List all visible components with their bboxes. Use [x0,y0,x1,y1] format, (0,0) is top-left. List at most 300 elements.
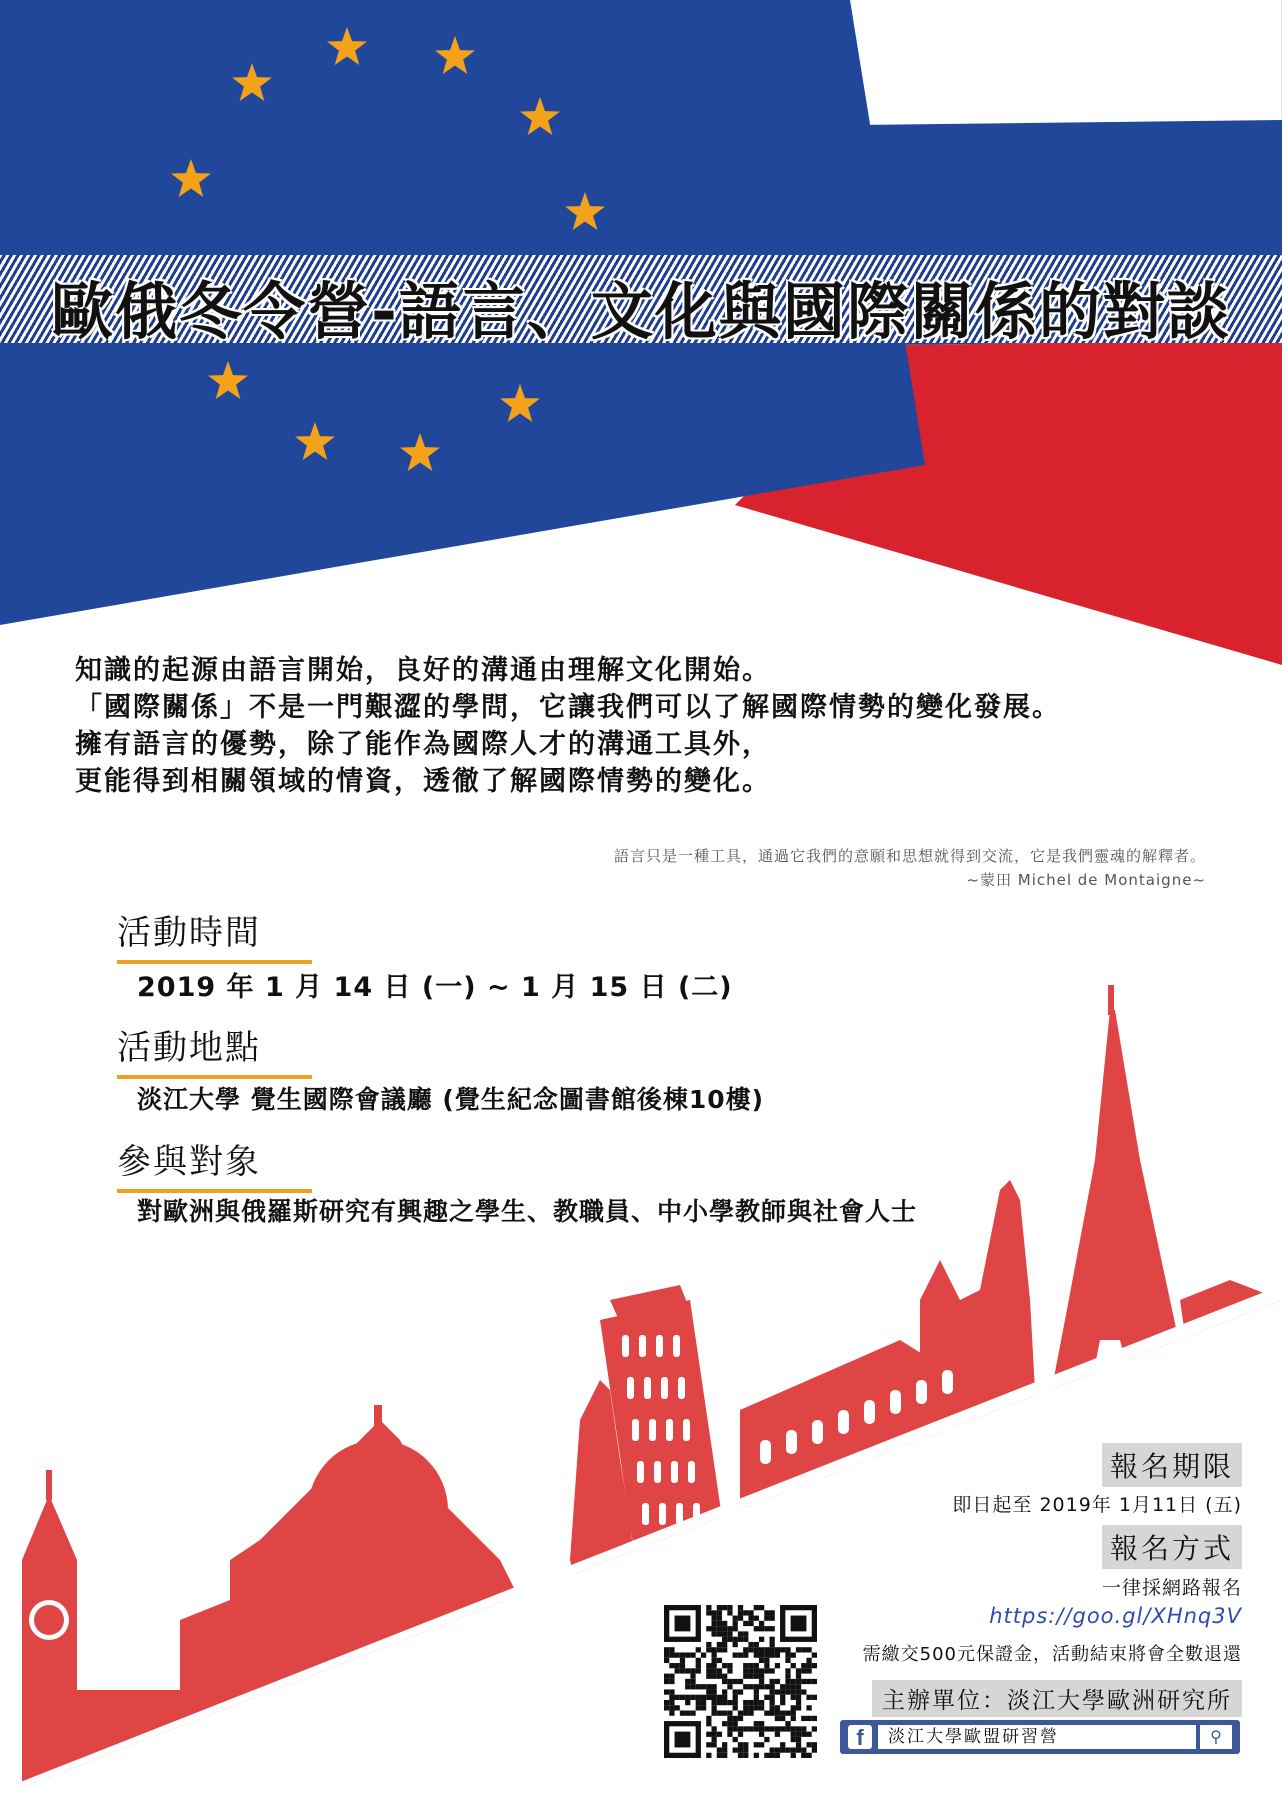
qr-module [806,1668,811,1673]
method-value: 一律採網路報名 [1101,1577,1242,1599]
qr-module [664,1652,669,1657]
qr-module [717,1668,722,1673]
qr-module [675,1616,691,1632]
qr-module [759,1637,764,1642]
qr-module [743,1637,748,1642]
qr-module [664,1658,669,1663]
qr-module [722,1711,727,1716]
facebook-icon[interactable]: f [848,1725,872,1749]
qr-module [690,1679,695,1684]
qr-module [775,1753,780,1758]
qr-module [722,1700,727,1705]
qr-module [775,1647,780,1652]
qr-module [664,1674,669,1679]
qr-module [759,1621,764,1626]
qr-module [711,1695,716,1700]
qr-module [791,1747,796,1752]
qr-module [706,1605,711,1610]
qr-module [764,1753,769,1758]
qr-module [796,1684,801,1689]
arch-window [786,1482,797,1506]
qr-module [717,1631,722,1636]
qr-module [743,1711,748,1716]
qr-module [785,1668,790,1673]
qr-module [696,1684,701,1689]
audience-value: 對歐洲與俄羅斯研究有興趣之學生、教職員、中小學教師與社會人士 [137,1197,918,1226]
qr-module [727,1631,732,1636]
qr-module [675,1705,680,1710]
qr-module [785,1674,790,1679]
qr-module [690,1652,695,1657]
qr-module [759,1705,764,1710]
qr-module [775,1726,780,1731]
qr-module [791,1716,796,1721]
tower-window [652,1587,659,1609]
qr-module [706,1668,711,1673]
tower-window [693,1503,700,1525]
qr-module [759,1658,764,1663]
qr-module [706,1684,711,1689]
arch-window [786,1534,797,1558]
qr-module [685,1652,690,1657]
qr-module [664,1679,669,1684]
tower-window [654,1461,661,1483]
qr-module [706,1689,711,1694]
qr-module [722,1605,727,1610]
qr-module [748,1621,753,1626]
qr-module [748,1610,753,1615]
qr-module [770,1689,775,1694]
qr-module [785,1658,790,1663]
qr-module [770,1610,775,1615]
qr-module [685,1711,690,1716]
qr-module [775,1652,780,1657]
qr-module [743,1753,748,1758]
qr-module [733,1679,738,1684]
qr-module [733,1705,738,1710]
qr-module [738,1605,743,1610]
qr-module [754,1616,759,1621]
qr-module [669,1700,674,1705]
qr-module [754,1674,759,1679]
qr-module [738,1742,743,1747]
arch-window [890,1442,901,1466]
qr-module [801,1747,806,1752]
qr-module [711,1684,716,1689]
qr-module [812,1652,817,1657]
qr-module [706,1753,711,1758]
qr-module [696,1658,701,1663]
qr-module [711,1616,716,1621]
qr-module [733,1652,738,1657]
qr-module [685,1695,690,1700]
qr-module [743,1742,748,1747]
arch-window [760,1440,771,1464]
registration-link[interactable]: https://goo.gl/XHnq3V [989,1604,1242,1628]
qr-module [733,1616,738,1621]
qr-module [727,1605,732,1610]
qr-module [780,1695,785,1700]
qr-module [791,1711,796,1716]
qr-module [717,1642,722,1647]
qr-module [738,1716,743,1721]
qr-module [764,1726,769,1731]
arch-window [864,1504,875,1528]
qr-module [738,1679,743,1684]
quote [614,844,1206,892]
qr-module [669,1652,674,1657]
arch-window [942,1474,953,1498]
intro-text [75,652,1225,800]
qr-module [770,1637,775,1642]
qr-module [706,1732,711,1737]
qr-module [754,1663,759,1668]
qr-module [791,1684,796,1689]
qr-module [733,1700,738,1705]
qr-module [680,1668,685,1673]
qr-module [717,1658,722,1663]
qr-module [775,1747,780,1752]
qr-module [764,1616,769,1621]
qr-module [806,1753,811,1758]
tower-window [664,1545,671,1567]
qr-module [780,1742,785,1747]
qr-module [785,1647,790,1652]
qr-module [733,1747,738,1752]
qr-module [706,1610,711,1615]
qr-module [764,1610,769,1615]
qr-module [743,1652,748,1657]
qr-module [733,1737,738,1742]
qr-module [775,1689,780,1694]
qr-module [711,1652,716,1657]
arch-window [942,1422,953,1446]
qr-module [806,1658,811,1663]
qr-module [812,1747,817,1752]
qr-module [717,1616,722,1621]
qr-module [701,1684,706,1689]
qr-module [801,1668,806,1673]
qr-module [727,1626,732,1631]
qr-module [812,1726,817,1731]
qr-module [701,1700,706,1705]
qr-module [690,1711,695,1716]
qr-module [801,1679,806,1684]
qr-module [806,1732,811,1737]
qr-module [690,1674,695,1679]
qr-module [669,1679,674,1684]
qr-module [791,1652,796,1657]
qr-module [791,1726,796,1731]
arch-window [812,1420,823,1444]
tower-window [649,1419,656,1441]
qr-module [775,1716,780,1721]
qr-module [690,1684,695,1689]
qr-module [754,1647,759,1652]
qr-module [748,1705,753,1710]
qr-module [717,1626,722,1631]
qr-module [743,1747,748,1752]
qr-module [743,1621,748,1626]
qr-module [764,1668,769,1673]
qr-module [785,1721,790,1726]
tower-window [639,1335,646,1357]
qr-module [711,1610,716,1615]
qr-module [717,1700,722,1705]
qr-module [812,1695,817,1700]
qr-module [785,1684,790,1689]
qr-module [722,1637,727,1642]
qr-module [754,1668,759,1673]
arch-window [864,1400,875,1424]
qr-module [785,1711,790,1716]
facebook-page-name[interactable]: 淡江大學歐盟研習營 [878,1725,1196,1749]
qr-module [796,1674,801,1679]
qr-module [748,1711,753,1716]
qr-module [764,1737,769,1742]
qr-module [675,1668,680,1673]
qr-module [754,1652,759,1657]
qr-module [806,1705,811,1710]
qr-module [706,1642,711,1647]
qr-module [706,1695,711,1700]
qr-module [733,1626,738,1631]
qr-module [780,1647,785,1652]
qr-module [796,1695,801,1700]
qr-module [717,1711,722,1716]
qr-module [770,1753,775,1758]
arch-window [916,1432,927,1456]
qr-module [743,1705,748,1710]
arch-window [916,1484,927,1508]
qr-module [711,1668,716,1673]
qr-module [770,1705,775,1710]
place-heading: 活動地點 [117,1020,267,1073]
qr-module [669,1647,674,1652]
qr-module [711,1674,716,1679]
qr-module [727,1721,732,1726]
qr-module [748,1668,753,1673]
qr-module [791,1737,796,1742]
tower-window [673,1335,680,1357]
qr-module [722,1695,727,1700]
qr-module [738,1747,743,1752]
qr-module [738,1631,743,1636]
qr-module [717,1753,722,1758]
qr-module [696,1668,701,1673]
qr-module [748,1684,753,1689]
qr-module [733,1637,738,1642]
qr-module [711,1742,716,1747]
qr-module [759,1652,764,1657]
qr-module [791,1663,796,1668]
qr-module [664,1647,669,1652]
qr-module [696,1663,701,1668]
quote-text: 語言只是一種工具，通過它我們的意願和思想就得到交流，它是我們靈魂的解釋者。 [613,847,1206,865]
facebook-bar[interactable] [840,1720,1240,1754]
qr-module [748,1642,753,1647]
qr-module [775,1711,780,1716]
qr-module [754,1705,759,1710]
qr-module [796,1737,801,1742]
qr-module [711,1663,716,1668]
tower-window [637,1461,644,1483]
qr-module [733,1621,738,1626]
qr-module [770,1679,775,1684]
qr-module [738,1726,743,1731]
qr-module [754,1689,759,1694]
tower-window [656,1335,663,1357]
qr-module [675,1695,680,1700]
qr-module [759,1605,764,1610]
tower-window [644,1377,651,1399]
arch-window [760,1544,771,1568]
qr-module [727,1663,732,1668]
qr-module [812,1742,817,1747]
qr-module [759,1679,764,1684]
qr-module [754,1721,759,1726]
qr-module [664,1700,669,1705]
qr-module [754,1742,759,1747]
intro-line: 知識的起源由語言開始，良好的溝通由理解文化開始。 [75,655,771,686]
qr-module [733,1695,738,1700]
qr-module [791,1695,796,1700]
arch-window [838,1514,849,1538]
qr-module [759,1721,764,1726]
qr-module [727,1679,732,1684]
qr-module [690,1668,695,1673]
qr-module [791,1753,796,1758]
qr-module [801,1726,806,1731]
qr-module [764,1711,769,1716]
qr-module [748,1674,753,1679]
arch-window [916,1380,927,1404]
qr-module [675,1732,691,1748]
qr-module [801,1647,806,1652]
qr-module [743,1610,748,1615]
qr-module [717,1610,722,1615]
qr-module [722,1679,727,1684]
tower-window [666,1419,673,1441]
qr-module [722,1753,727,1758]
qr-module [727,1726,732,1731]
qr-module [711,1700,716,1705]
arch-window [786,1430,797,1454]
qr-module [727,1716,732,1721]
qr-module [701,1652,706,1657]
qr-code[interactable] [664,1605,817,1758]
qr-module [733,1689,738,1694]
qr-module [785,1652,790,1657]
qr-module [738,1610,743,1615]
qr-module [801,1663,806,1668]
qr-module [711,1726,716,1731]
qr-module [812,1663,817,1668]
qr-module [775,1663,780,1668]
qr-module [796,1747,801,1752]
qr-module [711,1705,716,1710]
qr-module [727,1668,732,1673]
qr-module [785,1689,790,1694]
tower-window [681,1545,688,1567]
qr-module [743,1663,748,1668]
qr-module [770,1747,775,1752]
qr-module [791,1616,807,1632]
qr-module [754,1700,759,1705]
qr-module [754,1684,759,1689]
qr-module [717,1674,722,1679]
qr-module [675,1663,680,1668]
qr-module [722,1663,727,1668]
qr-module [669,1663,674,1668]
qr-module [722,1689,727,1694]
qr-module [733,1726,738,1731]
qr-module [764,1626,769,1631]
tower-window [627,1377,634,1399]
arch-window [890,1390,901,1414]
qr-module [711,1631,716,1636]
qr-module [754,1626,759,1631]
qr-module [796,1679,801,1684]
qr-module [775,1705,780,1710]
qr-module [759,1626,764,1631]
qr-module [722,1747,727,1752]
qr-module [796,1647,801,1652]
qr-module [759,1668,764,1673]
tower-window [676,1503,683,1525]
qr-module [812,1716,817,1721]
qr-module [738,1616,743,1621]
qr-module [785,1679,790,1684]
qr-module [791,1705,796,1710]
qr-module [722,1642,727,1647]
tower-window [661,1377,668,1399]
qr-module [738,1711,743,1716]
qr-module [727,1610,732,1615]
qr-module [764,1658,769,1663]
qr-module [722,1626,727,1631]
tower-window [698,1545,705,1567]
qr-module [780,1700,785,1705]
qr-module [706,1626,711,1631]
qr-module [785,1726,790,1731]
deadline-value: 即日起至 2019年 1月11日 (五) [952,1494,1242,1516]
qr-module [754,1726,759,1731]
arch-window [890,1494,901,1518]
qr-module [685,1679,690,1684]
qr-module [806,1663,811,1668]
qr-module [722,1721,727,1726]
deadline-heading: 報名期限 [1102,1443,1242,1487]
deposit-note: 需繳交500元保證金，活動結束將會全數退還 [862,1644,1242,1665]
qr-module [717,1647,722,1652]
qr-module [696,1647,701,1652]
qr-module [706,1647,711,1652]
qr-module [743,1726,748,1731]
search-icon[interactable]: ⚲ [1200,1725,1232,1749]
qr-module [806,1695,811,1700]
qr-module [791,1679,796,1684]
arch-window [812,1524,823,1548]
qr-module [727,1700,732,1705]
time-value: 2019 年 1 月 14 日 (一) ~ 1 月 15 日 (二) [137,972,733,1003]
qr-module [775,1732,780,1737]
method-heading: 報名方式 [1102,1525,1242,1569]
qr-module [780,1747,785,1752]
qr-module [796,1689,801,1694]
qr-module [812,1679,817,1684]
qr-module [743,1631,748,1636]
